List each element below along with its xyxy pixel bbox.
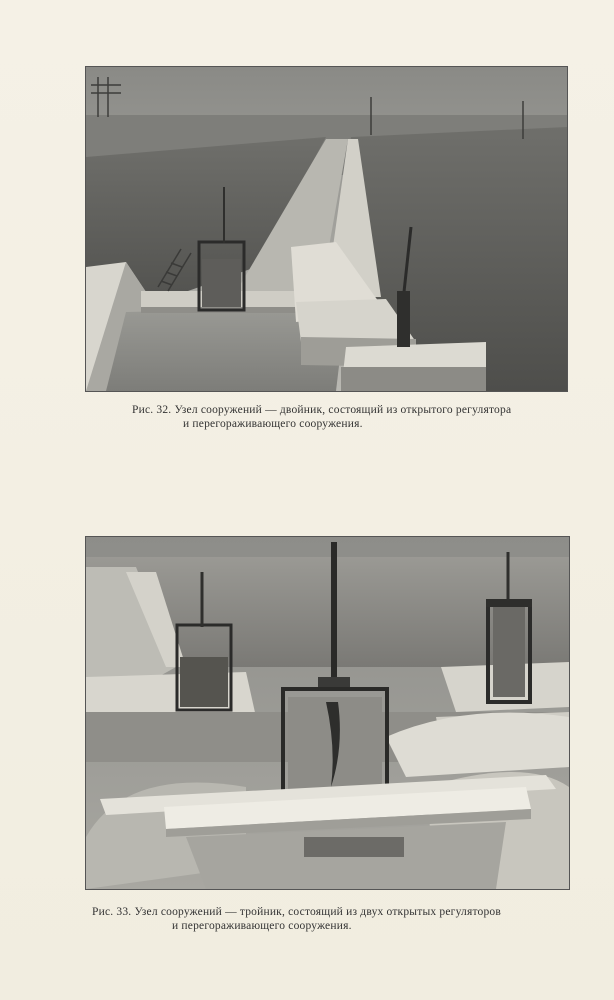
photo-canal-triple-structure: [86, 537, 569, 889]
figure-32-caption-line-1: Рис. 32. Узел сооружений — двойник, состоящий из открытого регулятора: [132, 404, 512, 416]
figure-32-caption-line-2: и перегораживающего сооружения.: [183, 418, 363, 430]
figure-32-caption: [132, 403, 572, 431]
figure-33-caption: [92, 905, 572, 933]
photo-figure-32: [85, 66, 568, 392]
figure-33-caption-line-1: Рис. 33. Узел сооружений — тройник, состоящий из двух открытых регуляторов: [92, 906, 502, 918]
photo-canal-double-structure: [86, 67, 567, 391]
photo-figure-33: [85, 536, 570, 890]
figure-33-caption-line-2: и перегораживающего сооружения.: [172, 920, 352, 932]
